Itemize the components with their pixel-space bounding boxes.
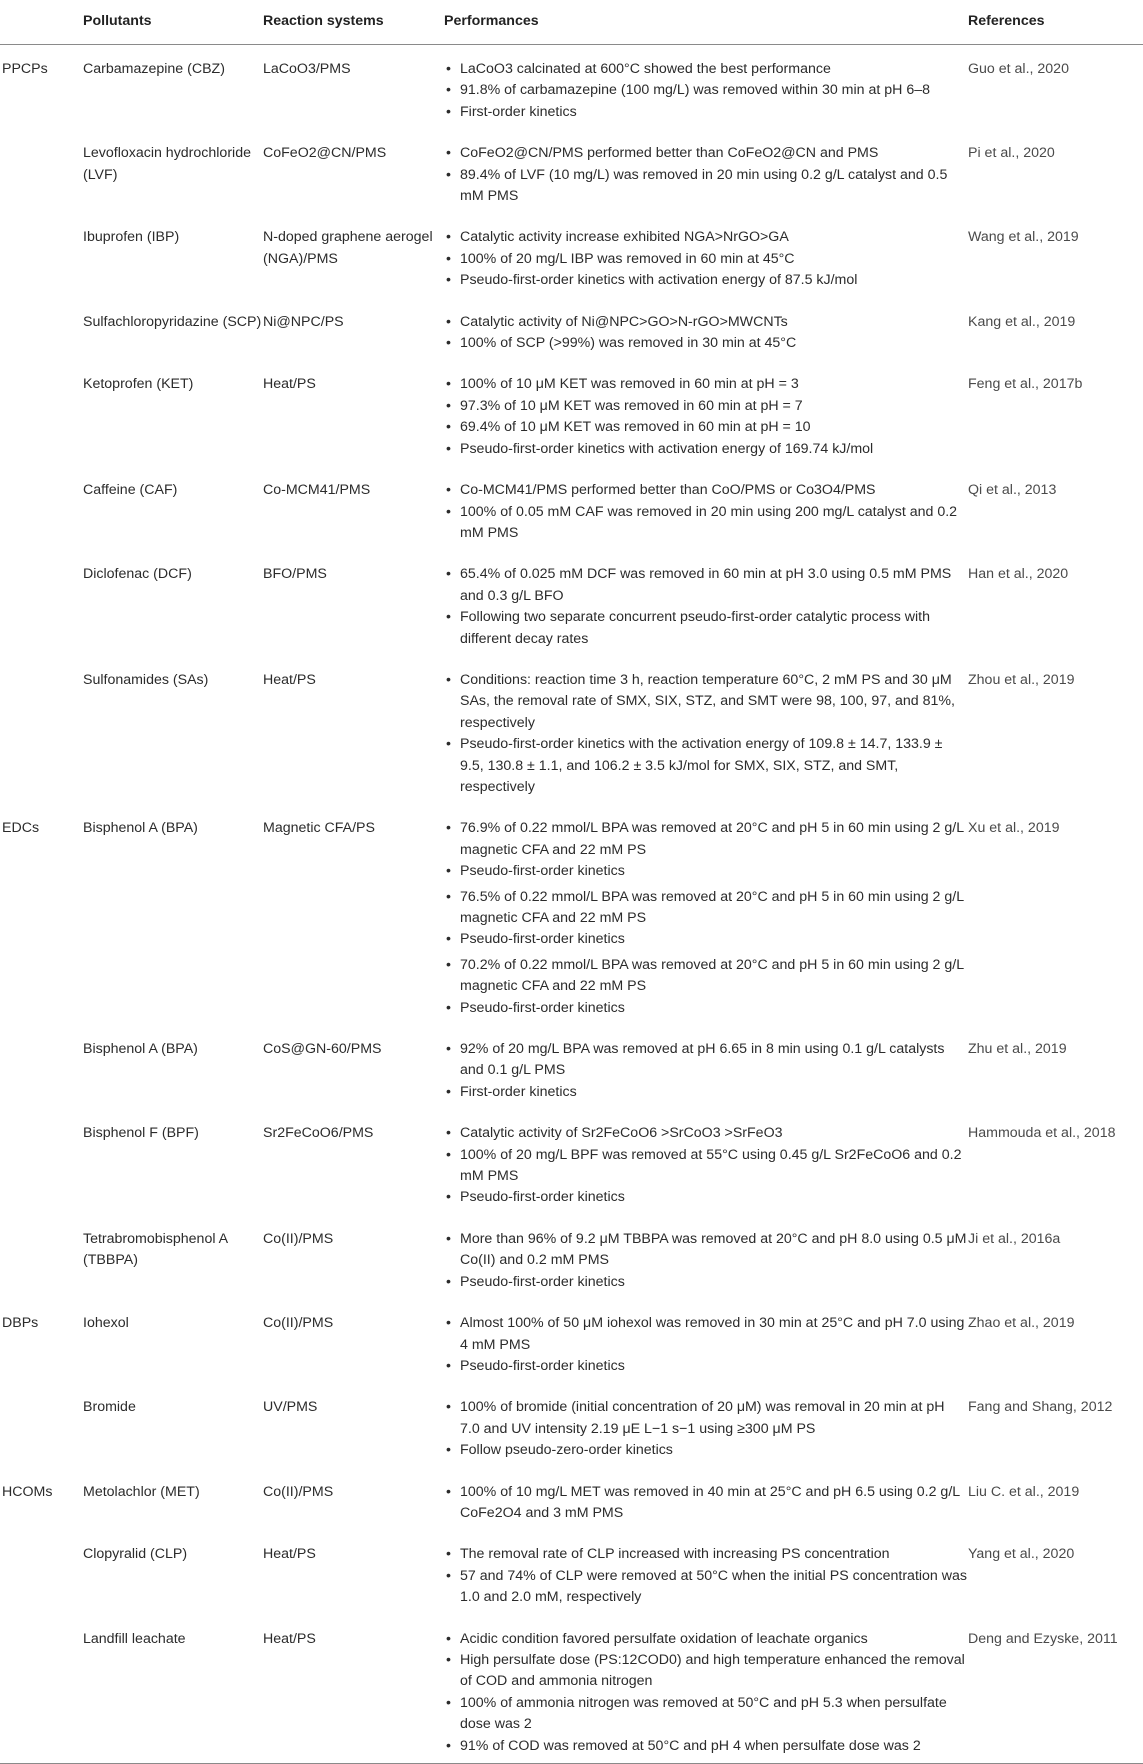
pollutant-cell: Carbamazepine (CBZ): [83, 61, 225, 77]
table-row: [0, 1530, 1143, 1614]
bullet-list: [444, 1313, 968, 1377]
table-row: [0, 1299, 1143, 1383]
bullet-item: • 91.8% of carbamazepine (100 mg/L) was removed within 30 min at pH 6–8: [444, 80, 968, 101]
pollutant-cell: Metolachlor (MET): [83, 1483, 200, 1500]
category-cell: [0, 298, 83, 361]
reference-cell: Wang et al., 2019: [968, 229, 1079, 246]
bullet-item: • Pseudo-first-order kinetics with activation energy of 169.74 kJ/mol: [444, 439, 968, 460]
bullet-list: [444, 143, 968, 207]
reference-cell: Pi et al., 2020: [968, 145, 1055, 162]
bullet-item: • 100% of SCP (>99%) was removed in 30 min at 45°C: [444, 333, 968, 354]
table-row: [0, 656, 1143, 804]
reference-cell: Fang and Shang, 2012: [968, 1399, 1113, 1416]
bullet-list: [444, 1123, 968, 1209]
performance-cell: [444, 213, 968, 297]
bullet-item: • 65.4% of 0.025 mM DCF was removed in 60 min at pH 3.0 using 0.5 mM PMS and 0.3 g/L BFO: [444, 564, 968, 607]
table-row: [0, 804, 1143, 1025]
bullet-list: [444, 818, 968, 882]
bullet-item: • LaCoO3 calcinated at 600°C showed the best performance: [444, 59, 968, 80]
bullet-item: • Catalytic activity of Ni@NPC>GO>N-rGO>MWCNTs: [444, 312, 968, 333]
pollutant-cell: Diclofenac (DCF): [83, 566, 192, 583]
bullet-list: [444, 564, 968, 650]
performance-cell: [444, 1109, 968, 1215]
category-cell: EDCs: [2, 820, 40, 837]
performance-cell: [444, 129, 968, 213]
category-cell: [0, 360, 83, 466]
reaction-system-cell: Heat/PS: [263, 671, 316, 688]
bullet-list: [444, 312, 968, 355]
bullet-item: • The removal rate of CLP increased with increasing PS concentration: [444, 1544, 968, 1565]
bullet-item: • 100% of 10 mg/L MET was removed in 40 min at 25°C and pH 6.5 using 0.2 g/L CoFe2O4 and 3 mM PMS: [444, 1482, 968, 1525]
pollutant-cell: Bisphenol A (BPA): [83, 820, 198, 837]
pollutant-cell: Sulfachloropyridazine (SCP): [83, 313, 262, 330]
bullet-item: • Pseudo-first-order kinetics: [444, 1187, 968, 1208]
bullet-item: • Pseudo-first-order kinetics with the activation energy of 109.8 ± 14.7, 133.9 ± 9.5, 130.8 ± 1.1, and 106.2 ± 3.5 kJ/mol for SMX, SIX, STZ, and SMT, respectively: [444, 734, 968, 798]
pollutant-cell: Bromide: [83, 1399, 136, 1416]
bullet-item: • Pseudo-first-order kinetics: [444, 998, 968, 1019]
reference-cell: Yang et al., 2020: [968, 1546, 1075, 1563]
bullet-list: [444, 1229, 968, 1293]
category-cell: [0, 1109, 83, 1215]
bullet-list: [444, 1629, 968, 1757]
table-row: [0, 298, 1143, 361]
header-references: References: [968, 0, 1143, 45]
category-cell: [0, 129, 83, 213]
bullet-item: • 100% of ammonia nitrogen was removed at 50°C and pH 5.3 when persulfate dose was 2: [444, 1693, 968, 1736]
reference-cell: Zhao et al., 2019: [968, 1315, 1075, 1332]
category-cell: PPCPs: [2, 61, 48, 77]
bullet-item: • Pseudo-first-order kinetics: [444, 929, 968, 950]
reaction-system-cell: BFO/PMS: [263, 566, 327, 583]
bullet-list: [444, 1482, 968, 1525]
pollutant-cell: Caffeine (CAF): [83, 482, 178, 499]
pollutant-cell: Levofloxacin hydrochloride (LVF): [83, 145, 251, 183]
header-reaction-systems: Reaction systems: [263, 0, 444, 45]
performance-cell: [444, 804, 968, 1025]
bullet-item: • Almost 100% of 50 μM iohexol was removed in 30 min at 25°C and pH 7.0 using 4 mM PMS: [444, 1313, 968, 1356]
bullet-item: • 100% of 20 mg/L IBP was removed in 60 min at 45°C: [444, 249, 968, 270]
bullet-item: • 100% of bromide (initial concentration of 20 μM) was removal in 20 min at pH 7.0 and UV intensity 2.19 μE L−1 s−1 using ≥300 μM PS: [444, 1397, 968, 1440]
reaction-system-cell: Co(II)/PMS: [263, 1315, 334, 1332]
reaction-system-cell: Co-MCM41/PMS: [263, 482, 371, 499]
bullet-item: • 76.9% of 0.22 mmol/L BPA was removed at 20°C and pH 5 in 60 min using 2 g/L magnetic CFA and 22 mM PS: [444, 818, 968, 861]
bullet-item: • 97.3% of 10 μM KET was removed in 60 min at pH = 7: [444, 396, 968, 417]
category-cell: [0, 1025, 83, 1109]
reference-cell: Guo et al., 2020: [968, 61, 1069, 77]
reaction-system-cell: Magnetic CFA/PS: [263, 820, 375, 837]
table-row: [0, 129, 1143, 213]
category-cell: [0, 1615, 83, 1764]
bullet-list: [444, 1544, 968, 1608]
reaction-system-cell: CoFeO2@CN/PMS: [263, 145, 387, 162]
table-row: [0, 466, 1143, 550]
bullet-item: • CoFeO2@CN/PMS performed better than CoFeO2@CN and PMS: [444, 143, 968, 164]
reaction-system-cell: Co(II)/PMS: [263, 1230, 334, 1247]
bullet-item: • 100% of 10 μM KET was removed in 60 min at pH = 3: [444, 374, 968, 395]
category-cell: [0, 550, 83, 656]
table-row: [0, 1215, 1143, 1299]
reaction-system-cell: UV/PMS: [263, 1399, 318, 1416]
category-cell: [0, 1530, 83, 1614]
bullet-item: • More than 96% of 9.2 μM TBBPA was removed at 20°C and pH 8.0 using 0.5 μM Co(II) and 0.2 mM PMS: [444, 1229, 968, 1272]
category-cell: [0, 213, 83, 297]
table-row: [0, 1468, 1143, 1531]
performance-cell: [444, 298, 968, 361]
reaction-system-cell: Sr2FeCoO6/PMS: [263, 1125, 374, 1142]
bullet-item: • First-order kinetics: [444, 1082, 968, 1103]
reaction-system-cell: Heat/PS: [263, 1546, 316, 1563]
bullet-item: • Pseudo-first-order kinetics: [444, 861, 968, 882]
reference-cell: Zhou et al., 2019: [968, 671, 1075, 688]
bullet-item: • Co-MCM41/PMS performed better than CoO/PMS or Co3O4/PMS: [444, 480, 968, 501]
performance-cell: [444, 1530, 968, 1614]
reference-cell: Deng and Ezyske, 2011: [968, 1615, 1143, 1764]
reference-cell: Ji et al., 2016a: [968, 1230, 1061, 1247]
bullet-item: • First-order kinetics: [444, 102, 968, 123]
performance-cell: [444, 1299, 968, 1383]
bullet-item: • Follow pseudo-zero-order kinetics: [444, 1440, 968, 1461]
performance-cell: [444, 466, 968, 550]
bullet-item: • 100% of 20 mg/L BPF was removed at 55°C using 0.45 g/L Sr2FeCoO6 and 0.2 mM PMS: [444, 1145, 968, 1188]
pollutant-cell: Sulfonamides (SAs): [83, 671, 209, 688]
pollutant-cell: Iohexol: [83, 1315, 129, 1332]
performance-cell: [444, 1025, 968, 1109]
bullet-item: • Acidic condition favored persulfate oxidation of leachate organics: [444, 1629, 968, 1650]
reference-cell: Feng et al., 2017b: [968, 376, 1083, 393]
table-row: [0, 213, 1143, 297]
reaction-system-cell: Ni@NPC/PS: [263, 313, 344, 330]
bullet-item: • Pseudo-first-order kinetics: [444, 1272, 968, 1293]
bullet-item: • Pseudo-first-order kinetics with activation energy of 87.5 kJ/mol: [444, 270, 968, 291]
pollutant-cell: Ibuprofen (IBP): [83, 229, 180, 246]
bullet-item: • 92% of 20 mg/L BPA was removed at pH 6.65 in 8 min using 0.1 g/L catalysts and 0.1 g/L PMS: [444, 1039, 968, 1082]
reference-cell: Qi et al., 2013: [968, 482, 1057, 499]
reaction-system-cell: Co(II)/PMS: [263, 1483, 334, 1500]
bullet-list: [444, 670, 968, 798]
bullet-item: • 76.5% of 0.22 mmol/L BPA was removed at 20°C and pH 5 in 60 min using 2 g/L magnetic CFA and 22 mM PS: [444, 887, 968, 930]
reaction-system-cell: CoS@GN-60/PMS: [263, 1041, 382, 1058]
table-body: [0, 45, 1143, 1764]
bullet-list: [444, 887, 968, 951]
performance-cell: [444, 1215, 968, 1299]
bullet-item: • 57 and 74% of CLP were removed at 50°C when the initial PS concentration was 1.0 and 2.0 mM, respectively: [444, 1566, 968, 1609]
pollutant-cell: Landfill leachate: [83, 1615, 263, 1764]
performance-cell: [444, 656, 968, 804]
bullet-item: • 91% of COD was removed at 50°C and pH 4 when persulfate dose was 2: [444, 1736, 968, 1757]
bullet-item: • High persulfate dose (PS:12COD0) and high temperature enhanced the removal of COD and ammonia nitrogen: [444, 1650, 968, 1693]
category-cell: [0, 656, 83, 804]
table-row: [0, 1025, 1143, 1109]
bullet-item: • 70.2% of 0.22 mmol/L BPA was removed at 20°C and pH 5 in 60 min using 2 g/L magnetic CFA and 22 mM PS: [444, 955, 968, 998]
category-cell: [0, 466, 83, 550]
bullet-list: [444, 227, 968, 291]
bullet-list: [444, 955, 968, 1019]
pollutant-cell: Bisphenol A (BPA): [83, 1041, 198, 1058]
table-row: [0, 550, 1143, 656]
bullet-list: [444, 374, 968, 460]
table-row: [0, 360, 1143, 466]
performance-cell: [444, 1468, 968, 1531]
header-pollutants: Pollutants: [83, 0, 263, 45]
bullet-item: • 89.4% of LVF (10 mg/L) was removed in 20 min using 0.2 g/L catalyst and 0.5 mM PMS: [444, 165, 968, 208]
bullet-list: [444, 59, 968, 123]
bullet-item: • Catalytic activity of Sr2FeCoO6 >SrCoO3 >SrFeO3: [444, 1123, 968, 1144]
category-cell: HCOMs: [2, 1483, 53, 1500]
performance-cell: [444, 45, 968, 130]
reaction-system-cell: Heat/PS: [263, 376, 316, 393]
bullet-item: • 69.4% of 10 μM KET was removed in 60 min at pH = 10: [444, 417, 968, 438]
header-performances: Performances: [444, 0, 968, 45]
bullet-list: [444, 1397, 968, 1461]
performance-cell: [444, 1615, 968, 1764]
table-row: [0, 45, 1143, 130]
pollutant-cell: Bisphenol F (BPF): [83, 1125, 199, 1142]
table-row: [0, 1109, 1143, 1215]
category-cell: DBPs: [2, 1315, 39, 1332]
bullet-item: • Pseudo-first-order kinetics: [444, 1356, 968, 1377]
table-row: [0, 1615, 1143, 1764]
category-cell: [0, 1383, 83, 1467]
bullet-item: • 100% of 0.05 mM CAF was removed in 20 min using 200 mg/L catalyst and 0.2 mM PMS: [444, 502, 968, 545]
bullet-item: • Conditions: reaction time 3 h, reaction temperature 60°C, 2 mM PS and 30 μM SAs, the removal rate of SMX, SIX, STZ, and SMT were 98, 100, 97, and 81%, respectively: [444, 670, 968, 734]
reference-cell: Xu et al., 2019: [968, 820, 1060, 837]
pollutant-cell: Clopyralid (CLP): [83, 1546, 188, 1563]
performance-cell: [444, 360, 968, 466]
bullet-item: • Catalytic activity increase exhibited NGA>NrGO>GA: [444, 227, 968, 248]
performance-cell: [444, 550, 968, 656]
reference-cell: Hammouda et al., 2018: [968, 1125, 1116, 1142]
performance-cell: [444, 1383, 968, 1467]
bullet-list: [444, 1039, 968, 1103]
reference-cell: Zhu et al., 2019: [968, 1041, 1067, 1058]
reaction-system-cell: Heat/PS: [263, 1615, 444, 1764]
category-cell: [0, 1215, 83, 1299]
pollutant-cell: Ketoprofen (KET): [83, 376, 194, 393]
bullet-list: [444, 480, 968, 544]
reference-cell: Kang et al., 2019: [968, 313, 1076, 330]
table-row: [0, 1383, 1143, 1467]
reaction-system-cell: N-doped graphene aerogel (NGA)/PMS: [263, 229, 433, 267]
pollutant-cell: Tetrabromobisphenol A (TBBPA): [83, 1230, 228, 1269]
reference-cell: Liu C. et al., 2019: [968, 1483, 1080, 1500]
reaction-system-cell: LaCoO3/PMS: [263, 61, 351, 77]
header-row: [0, 0, 1143, 45]
reference-cell: Han et al., 2020: [968, 566, 1069, 583]
bullet-item: • Following two separate concurrent pseudo-first-order catalytic process with different decay rates: [444, 607, 968, 650]
